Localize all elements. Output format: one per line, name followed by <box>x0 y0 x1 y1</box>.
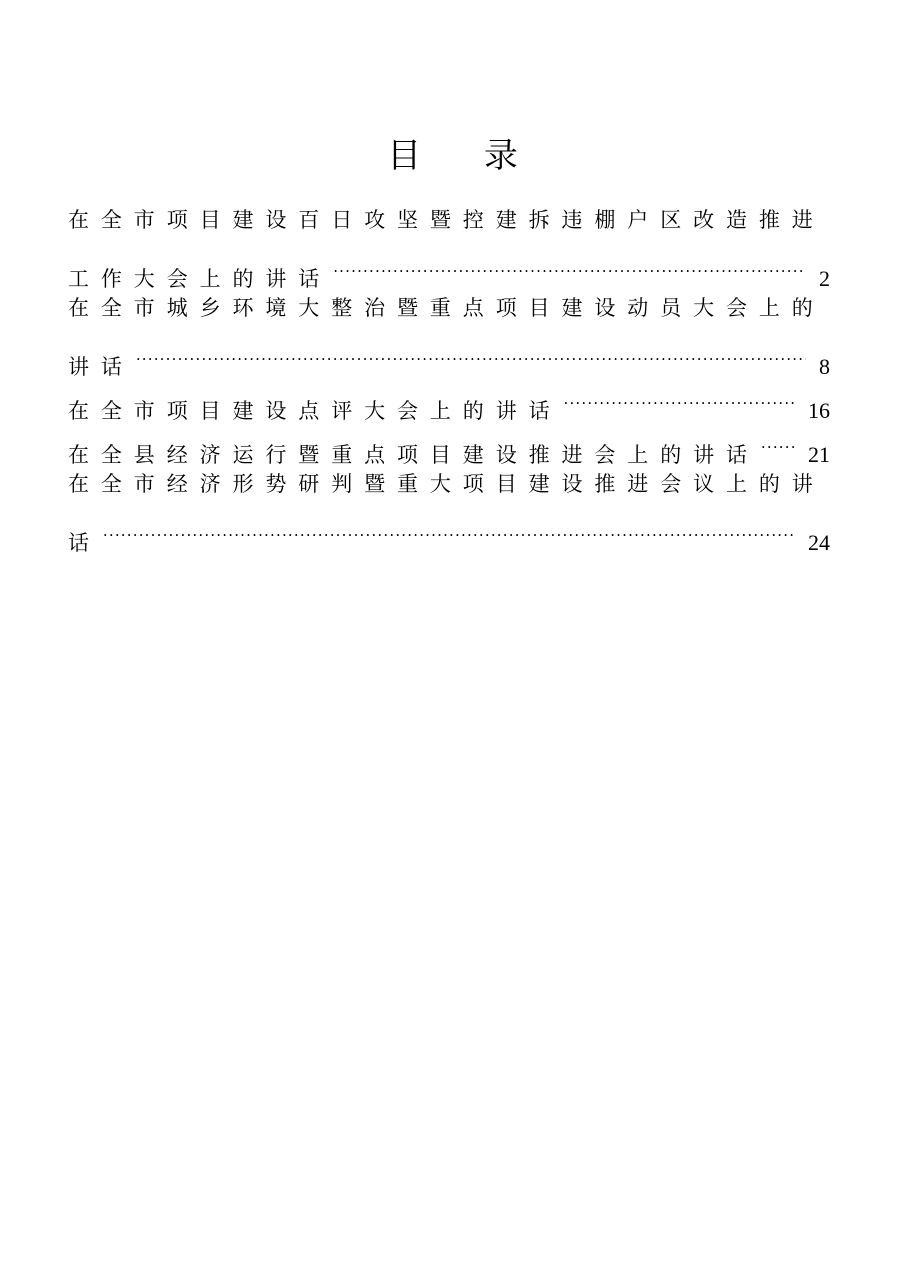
toc-entry-1-line2[interactable] <box>68 242 830 291</box>
toc-entry-3[interactable] <box>68 374 830 423</box>
toc-entry-text: 在全市项目建设点评大会上的讲话 <box>68 399 562 423</box>
toc-page-number: 16 <box>808 398 830 423</box>
toc-entry-text: 在全市城乡环境大整治暨重点项目建设动员大会上的 <box>68 296 825 320</box>
toc-entry-text: 在全县经济运行暨重点项目建设推进会上的讲话 <box>68 443 759 467</box>
toc-entry-2-line2[interactable] <box>68 330 830 379</box>
toc-entry-5-line2[interactable] <box>68 506 830 555</box>
toc-page-number: 24 <box>808 530 830 555</box>
toc-entry-4[interactable] <box>68 418 830 467</box>
toc-page-number: 2 <box>819 266 830 291</box>
toc-list <box>68 198 830 555</box>
dot-leader <box>564 374 797 418</box>
dot-leader <box>136 330 806 374</box>
toc-entry-text: 话 <box>68 531 101 555</box>
toc-page-number: 8 <box>819 354 830 379</box>
dot-leader <box>103 506 796 550</box>
toc-entry-text: 讲话 <box>68 355 134 379</box>
dot-leader <box>333 242 806 286</box>
toc-title: 目 录 <box>387 136 544 176</box>
toc-entry-1-line1[interactable] <box>68 198 830 242</box>
toc-entry-text: 工作大会上的讲话 <box>68 267 332 291</box>
toc-entry-text: 在全市经济形势研判暨重大项目建设推进会议上的讲 <box>68 472 825 496</box>
dot-leader <box>761 418 796 462</box>
toc-entry-5-line1[interactable] <box>68 462 830 506</box>
toc-entry-2-line1[interactable] <box>68 286 830 330</box>
toc-page-number: 21 <box>808 442 830 467</box>
toc-entry-text: 在全市项目建设百日攻坚暨控建拆违棚户区改造推进 <box>68 208 825 232</box>
